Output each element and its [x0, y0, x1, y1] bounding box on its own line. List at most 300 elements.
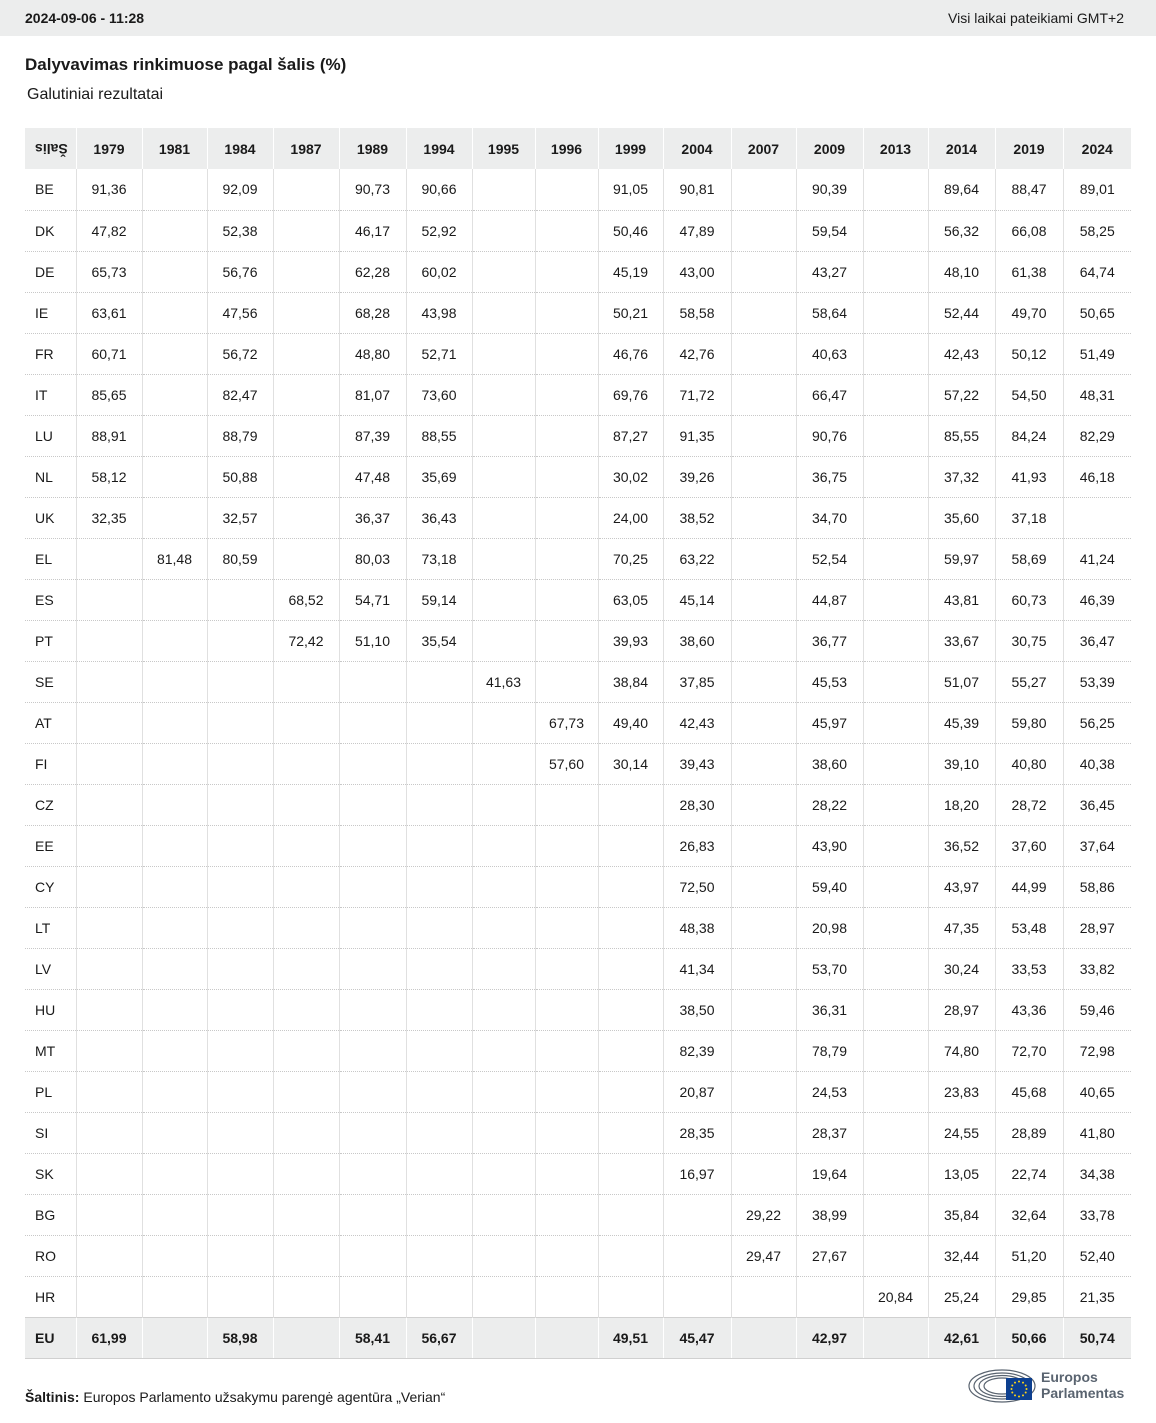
turnout-cell: [207, 743, 273, 784]
turnout-cell: [76, 1030, 142, 1071]
turnout-cell: [142, 292, 207, 333]
turnout-cell: [863, 497, 928, 538]
turnout-cell: [863, 456, 928, 497]
turnout-cell: [598, 1194, 663, 1235]
turnout-cell: 52,40: [1063, 1235, 1131, 1276]
country-header-label: Šalis: [35, 140, 68, 157]
turnout-cell: 72,50: [663, 866, 731, 907]
turnout-cell: 51,20: [995, 1235, 1063, 1276]
table-body: [25, 169, 1131, 1317]
turnout-cell: 58,25: [1063, 210, 1131, 251]
turnout-cell: 40,63: [796, 333, 863, 374]
turnout-cell: [339, 948, 406, 989]
turnout-cell: 21,35: [1063, 1276, 1131, 1317]
turnout-cell: 18,20: [928, 784, 995, 825]
turnout-cell: 28,97: [928, 989, 995, 1030]
turnout-cell: [339, 989, 406, 1030]
turnout-cell: [731, 1112, 796, 1153]
turnout-cell: [863, 210, 928, 251]
turnout-cell: 52,92: [406, 210, 472, 251]
turnout-cell: [863, 251, 928, 292]
column-header-2024: 2024: [1063, 128, 1131, 169]
turnout-cell: [863, 702, 928, 743]
turnout-cell: [598, 1030, 663, 1071]
turnout-cell: [273, 661, 339, 702]
turnout-cell: 74,80: [928, 1030, 995, 1071]
turnout-cell: 51,10: [339, 620, 406, 661]
turnout-cell: 25,24: [928, 1276, 995, 1317]
turnout-cell: [142, 1235, 207, 1276]
turnout-cell: 52,44: [928, 292, 995, 333]
turnout-cell: 47,56: [207, 292, 273, 333]
turnout-cell: 84,24: [995, 415, 1063, 456]
turnout-cell: 53,48: [995, 907, 1063, 948]
turnout-cell: 82,47: [207, 374, 273, 415]
turnout-cell: 64,74: [1063, 251, 1131, 292]
country-cell: EE: [25, 825, 76, 866]
eu-total-cell: 45,47: [663, 1317, 731, 1358]
turnout-cell: [472, 292, 535, 333]
turnout-cell: 58,86: [1063, 866, 1131, 907]
column-header-1984: 1984: [207, 128, 273, 169]
table-row: [25, 989, 1131, 1030]
turnout-cell: [472, 415, 535, 456]
turnout-cell: [535, 251, 598, 292]
turnout-cell: [207, 702, 273, 743]
turnout-cell: [863, 989, 928, 1030]
turnout-cell: [863, 292, 928, 333]
turnout-cell: [406, 866, 472, 907]
turnout-cell: 34,38: [1063, 1153, 1131, 1194]
turnout-cell: [339, 1276, 406, 1317]
turnout-cell: 37,85: [663, 661, 731, 702]
eu-total-label: EU: [25, 1317, 76, 1358]
turnout-cell: 62,28: [339, 251, 406, 292]
page-subtitle: Galutiniai rezultatai: [27, 86, 164, 103]
source-text: Europos Parlamento užsakymu parengė agentūra „Verian“: [79, 1389, 446, 1405]
turnout-cell: 80,03: [339, 538, 406, 579]
turnout-cell: 45,53: [796, 661, 863, 702]
turnout-cell: [731, 989, 796, 1030]
turnout-cell: 43,81: [928, 579, 995, 620]
turnout-cell: [731, 866, 796, 907]
turnout-cell: [406, 1153, 472, 1194]
eu-total-cell: 49,51: [598, 1317, 663, 1358]
turnout-cell: 89,64: [928, 169, 995, 210]
column-header-1979: 1979: [76, 128, 142, 169]
turnout-cell: 35,60: [928, 497, 995, 538]
turnout-cell: 38,84: [598, 661, 663, 702]
turnout-cell: [731, 538, 796, 579]
turnout-cell: [339, 866, 406, 907]
eu-total-cell: 58,98: [207, 1317, 273, 1358]
table-row: [25, 866, 1131, 907]
turnout-cell: 32,64: [995, 1194, 1063, 1235]
turnout-cell: [207, 866, 273, 907]
turnout-cell: [76, 1153, 142, 1194]
turnout-cell: [273, 784, 339, 825]
turnout-cell: 42,43: [928, 333, 995, 374]
country-cell: CY: [25, 866, 76, 907]
turnout-cell: [472, 456, 535, 497]
turnout-cell: 59,40: [796, 866, 863, 907]
turnout-cell: [472, 210, 535, 251]
turnout-cell: 46,17: [339, 210, 406, 251]
turnout-cell: [731, 702, 796, 743]
turnout-cell: 24,55: [928, 1112, 995, 1153]
turnout-cell: [273, 169, 339, 210]
turnout-cell: 52,71: [406, 333, 472, 374]
table-row: [25, 1153, 1131, 1194]
turnout-cell: 41,80: [1063, 1112, 1131, 1153]
turnout-cell: 67,73: [535, 702, 598, 743]
turnout-cell: [863, 374, 928, 415]
column-header-1995: 1995: [472, 128, 535, 169]
turnout-cell: [598, 948, 663, 989]
country-cell: LV: [25, 948, 76, 989]
turnout-cell: [142, 169, 207, 210]
turnout-cell: [273, 210, 339, 251]
turnout-cell: 53,70: [796, 948, 863, 989]
turnout-cell: [535, 866, 598, 907]
turnout-cell: 36,45: [1063, 784, 1131, 825]
turnout-cell: [339, 1194, 406, 1235]
turnout-cell: [472, 333, 535, 374]
turnout-cell: [339, 743, 406, 784]
turnout-cell: 60,02: [406, 251, 472, 292]
turnout-cell: 35,84: [928, 1194, 995, 1235]
turnout-cell: 58,64: [796, 292, 863, 333]
turnout-cell: 52,54: [796, 538, 863, 579]
turnout-cell: [472, 907, 535, 948]
turnout-cell: 22,74: [995, 1153, 1063, 1194]
turnout-cell: 90,76: [796, 415, 863, 456]
turnout-cell: [406, 784, 472, 825]
table-row: [25, 825, 1131, 866]
turnout-cell: [142, 1194, 207, 1235]
turnout-cell: [273, 1235, 339, 1276]
turnout-cell: 37,60: [995, 825, 1063, 866]
source-label: Šaltinis:: [25, 1389, 80, 1405]
eu-total-cell: [863, 1317, 928, 1358]
table-row: [25, 702, 1131, 743]
turnout-cell: 41,63: [472, 661, 535, 702]
turnout-cell: [731, 292, 796, 333]
turnout-cell: [472, 948, 535, 989]
column-header-2013: 2013: [863, 128, 928, 169]
turnout-cell: [731, 251, 796, 292]
turnout-cell: [207, 1030, 273, 1071]
turnout-cell: 80,59: [207, 538, 273, 579]
turnout-cell: 28,89: [995, 1112, 1063, 1153]
turnout-cell: 37,64: [1063, 825, 1131, 866]
turnout-cell: 81,48: [142, 538, 207, 579]
turnout-cell: 82,29: [1063, 415, 1131, 456]
turnout-cell: [406, 989, 472, 1030]
eu-total-cell: [142, 1317, 207, 1358]
turnout-cell: [472, 1276, 535, 1317]
turnout-cell: [406, 1276, 472, 1317]
turnout-cell: [731, 456, 796, 497]
turnout-cell: 58,58: [663, 292, 731, 333]
turnout-cell: [207, 1194, 273, 1235]
turnout-cell: [142, 497, 207, 538]
turnout-cell: [863, 743, 928, 784]
turnout-cell: 39,10: [928, 743, 995, 784]
turnout-cell: [142, 948, 207, 989]
turnout-cell: [731, 620, 796, 661]
turnout-cell: [535, 456, 598, 497]
turnout-cell: 42,76: [663, 333, 731, 374]
turnout-cell: [535, 1153, 598, 1194]
turnout-cell: 24,53: [796, 1071, 863, 1112]
turnout-cell: [406, 702, 472, 743]
turnout-cell: [535, 1030, 598, 1071]
parliament-hemicycle-icon: [968, 1367, 1038, 1405]
column-header-2009: 2009: [796, 128, 863, 169]
turnout-cell: 60,71: [76, 333, 142, 374]
turnout-cell: [663, 1276, 731, 1317]
turnout-cell: 29,47: [731, 1235, 796, 1276]
turnout-cell: 37,32: [928, 456, 995, 497]
turnout-cell: [731, 948, 796, 989]
turnout-cell: 90,39: [796, 169, 863, 210]
country-cell: PL: [25, 1071, 76, 1112]
turnout-cell: [273, 907, 339, 948]
turnout-cell: [273, 251, 339, 292]
turnout-cell: [142, 620, 207, 661]
turnout-cell: [207, 1071, 273, 1112]
turnout-cell: 58,69: [995, 538, 1063, 579]
turnout-cell: 70,25: [598, 538, 663, 579]
turnout-cell: [76, 1071, 142, 1112]
turnout-cell: 91,36: [76, 169, 142, 210]
turnout-cell: 63,61: [76, 292, 142, 333]
turnout-cell: [339, 661, 406, 702]
european-parliament-logo: [968, 1367, 1132, 1405]
table-row: [25, 1235, 1131, 1276]
turnout-cell: [207, 825, 273, 866]
turnout-cell: [731, 497, 796, 538]
turnout-cell: 35,54: [406, 620, 472, 661]
turnout-cell: 59,14: [406, 579, 472, 620]
turnout-cell: [142, 251, 207, 292]
turnout-cell: 45,68: [995, 1071, 1063, 1112]
table-row: [25, 333, 1131, 374]
turnout-cell: 36,75: [796, 456, 863, 497]
turnout-cell: 28,97: [1063, 907, 1131, 948]
turnout-cell: [273, 1112, 339, 1153]
table-row: [25, 1071, 1131, 1112]
turnout-cell: 32,44: [928, 1235, 995, 1276]
turnout-cell: [142, 866, 207, 907]
turnout-cell: [472, 825, 535, 866]
turnout-cell: [76, 989, 142, 1030]
turnout-cell: [273, 702, 339, 743]
turnout-cell: 36,37: [339, 497, 406, 538]
turnout-cell: [472, 1030, 535, 1071]
turnout-cell: 20,87: [663, 1071, 731, 1112]
turnout-cell: [863, 1030, 928, 1071]
table-row: [25, 210, 1131, 251]
turnout-cell: 27,67: [796, 1235, 863, 1276]
table-row: [25, 1030, 1131, 1071]
turnout-cell: [406, 1194, 472, 1235]
turnout-cell: 45,14: [663, 579, 731, 620]
turnout-cell: 30,14: [598, 743, 663, 784]
turnout-cell: 88,55: [406, 415, 472, 456]
turnout-cell: [273, 333, 339, 374]
turnout-cell: [76, 1235, 142, 1276]
logo-line-1: Europos: [1041, 1369, 1098, 1385]
eu-total-cell: 61,99: [76, 1317, 142, 1358]
turnout-cell: [472, 1112, 535, 1153]
turnout-cell: 39,43: [663, 743, 731, 784]
turnout-cell: 28,72: [995, 784, 1063, 825]
turnout-cell: [863, 661, 928, 702]
turnout-cell: [535, 1112, 598, 1153]
turnout-cell: 40,80: [995, 743, 1063, 784]
turnout-cell: [731, 333, 796, 374]
turnout-cell: 81,07: [339, 374, 406, 415]
country-cell: FR: [25, 333, 76, 374]
column-header-2019: 2019: [995, 128, 1063, 169]
turnout-cell: [207, 948, 273, 989]
turnout-cell: 90,81: [663, 169, 731, 210]
country-cell: LU: [25, 415, 76, 456]
turnout-cell: [273, 415, 339, 456]
turnout-cell: [472, 374, 535, 415]
turnout-cell: [273, 1071, 339, 1112]
turnout-cell: [472, 251, 535, 292]
turnout-cell: [142, 210, 207, 251]
turnout-cell: [406, 661, 472, 702]
logo-wordmark: [1041, 1369, 1124, 1401]
turnout-cell: [598, 1276, 663, 1317]
eu-total-cell: 50,66: [995, 1317, 1063, 1358]
turnout-cell: [339, 784, 406, 825]
turnout-cell: [535, 948, 598, 989]
turnout-cell: [339, 907, 406, 948]
turnout-cell: 23,83: [928, 1071, 995, 1112]
country-cell: ES: [25, 579, 76, 620]
table-row: [25, 169, 1131, 210]
turnout-cell: [598, 989, 663, 1030]
country-cell: RO: [25, 1235, 76, 1276]
turnout-cell: 47,35: [928, 907, 995, 948]
turnout-cell: 44,99: [995, 866, 1063, 907]
turnout-cell: [142, 743, 207, 784]
turnout-cell: [273, 825, 339, 866]
eu-total-cell: [535, 1317, 598, 1358]
turnout-cell: [76, 784, 142, 825]
turnout-cell: [663, 1235, 731, 1276]
turnout-cell: [535, 661, 598, 702]
turnout-cell: 43,00: [663, 251, 731, 292]
turnout-cell: [406, 825, 472, 866]
turnout-cell: 47,89: [663, 210, 731, 251]
turnout-cell: 20,84: [863, 1276, 928, 1317]
turnout-cell: [142, 1153, 207, 1194]
turnout-cell: [273, 948, 339, 989]
table-row: [25, 251, 1131, 292]
eu-total-cell: [273, 1317, 339, 1358]
turnout-cell: [472, 989, 535, 1030]
turnout-cell: 44,87: [796, 579, 863, 620]
turnout-cell: [472, 743, 535, 784]
turnout-cell: 39,26: [663, 456, 731, 497]
turnout-cell: [273, 1194, 339, 1235]
turnout-cell: [731, 907, 796, 948]
turnout-cell: [76, 866, 142, 907]
turnout-cell: [406, 1071, 472, 1112]
turnout-cell: [598, 907, 663, 948]
turnout-cell: [863, 620, 928, 661]
country-cell: BE: [25, 169, 76, 210]
turnout-cell: [535, 333, 598, 374]
turnout-cell: 36,77: [796, 620, 863, 661]
logo-line-2: Parlamentas: [1041, 1385, 1125, 1401]
table-row: [25, 1276, 1131, 1317]
turnout-cell: [339, 1030, 406, 1071]
turnout-cell: [863, 333, 928, 374]
turnout-cell: 61,38: [995, 251, 1063, 292]
turnout-cell: [863, 1235, 928, 1276]
country-cell: LT: [25, 907, 76, 948]
turnout-cell: 63,05: [598, 579, 663, 620]
country-cell: SI: [25, 1112, 76, 1153]
turnout-cell: 40,38: [1063, 743, 1131, 784]
turnout-cell: [207, 620, 273, 661]
turnout-cell: [535, 538, 598, 579]
turnout-cell: [598, 784, 663, 825]
turnout-cell: 85,55: [928, 415, 995, 456]
turnout-cell: [142, 415, 207, 456]
turnout-cell: [273, 456, 339, 497]
country-cell: PT: [25, 620, 76, 661]
turnout-cell: [535, 784, 598, 825]
turnout-cell: [142, 784, 207, 825]
turnout-cell: [535, 497, 598, 538]
turnout-cell: 19,64: [796, 1153, 863, 1194]
turnout-cell: 49,70: [995, 292, 1063, 333]
turnout-cell: 46,76: [598, 333, 663, 374]
turnout-cell: 28,22: [796, 784, 863, 825]
turnout-cell: [142, 702, 207, 743]
turnout-cell: [863, 1071, 928, 1112]
turnout-cell: [207, 989, 273, 1030]
turnout-cell: [863, 1194, 928, 1235]
top-bar: [0, 0, 1156, 36]
turnout-cell: [76, 1276, 142, 1317]
turnout-cell: [598, 1112, 663, 1153]
turnout-cell: [273, 743, 339, 784]
turnout-cell: [863, 1112, 928, 1153]
turnout-cell: 33,78: [1063, 1194, 1131, 1235]
timestamp: 2024-09-06 - 11:28: [25, 10, 145, 26]
turnout-cell: 36,31: [796, 989, 863, 1030]
turnout-cell: 56,72: [207, 333, 273, 374]
turnout-cell: 50,65: [1063, 292, 1131, 333]
turnout-cell: 68,28: [339, 292, 406, 333]
turnout-cell: [863, 784, 928, 825]
turnout-cell: [535, 1276, 598, 1317]
table-row: [25, 784, 1131, 825]
turnout-cell: [273, 292, 339, 333]
table-row: [25, 456, 1131, 497]
turnout-cell: 89,01: [1063, 169, 1131, 210]
turnout-cell: [406, 1030, 472, 1071]
